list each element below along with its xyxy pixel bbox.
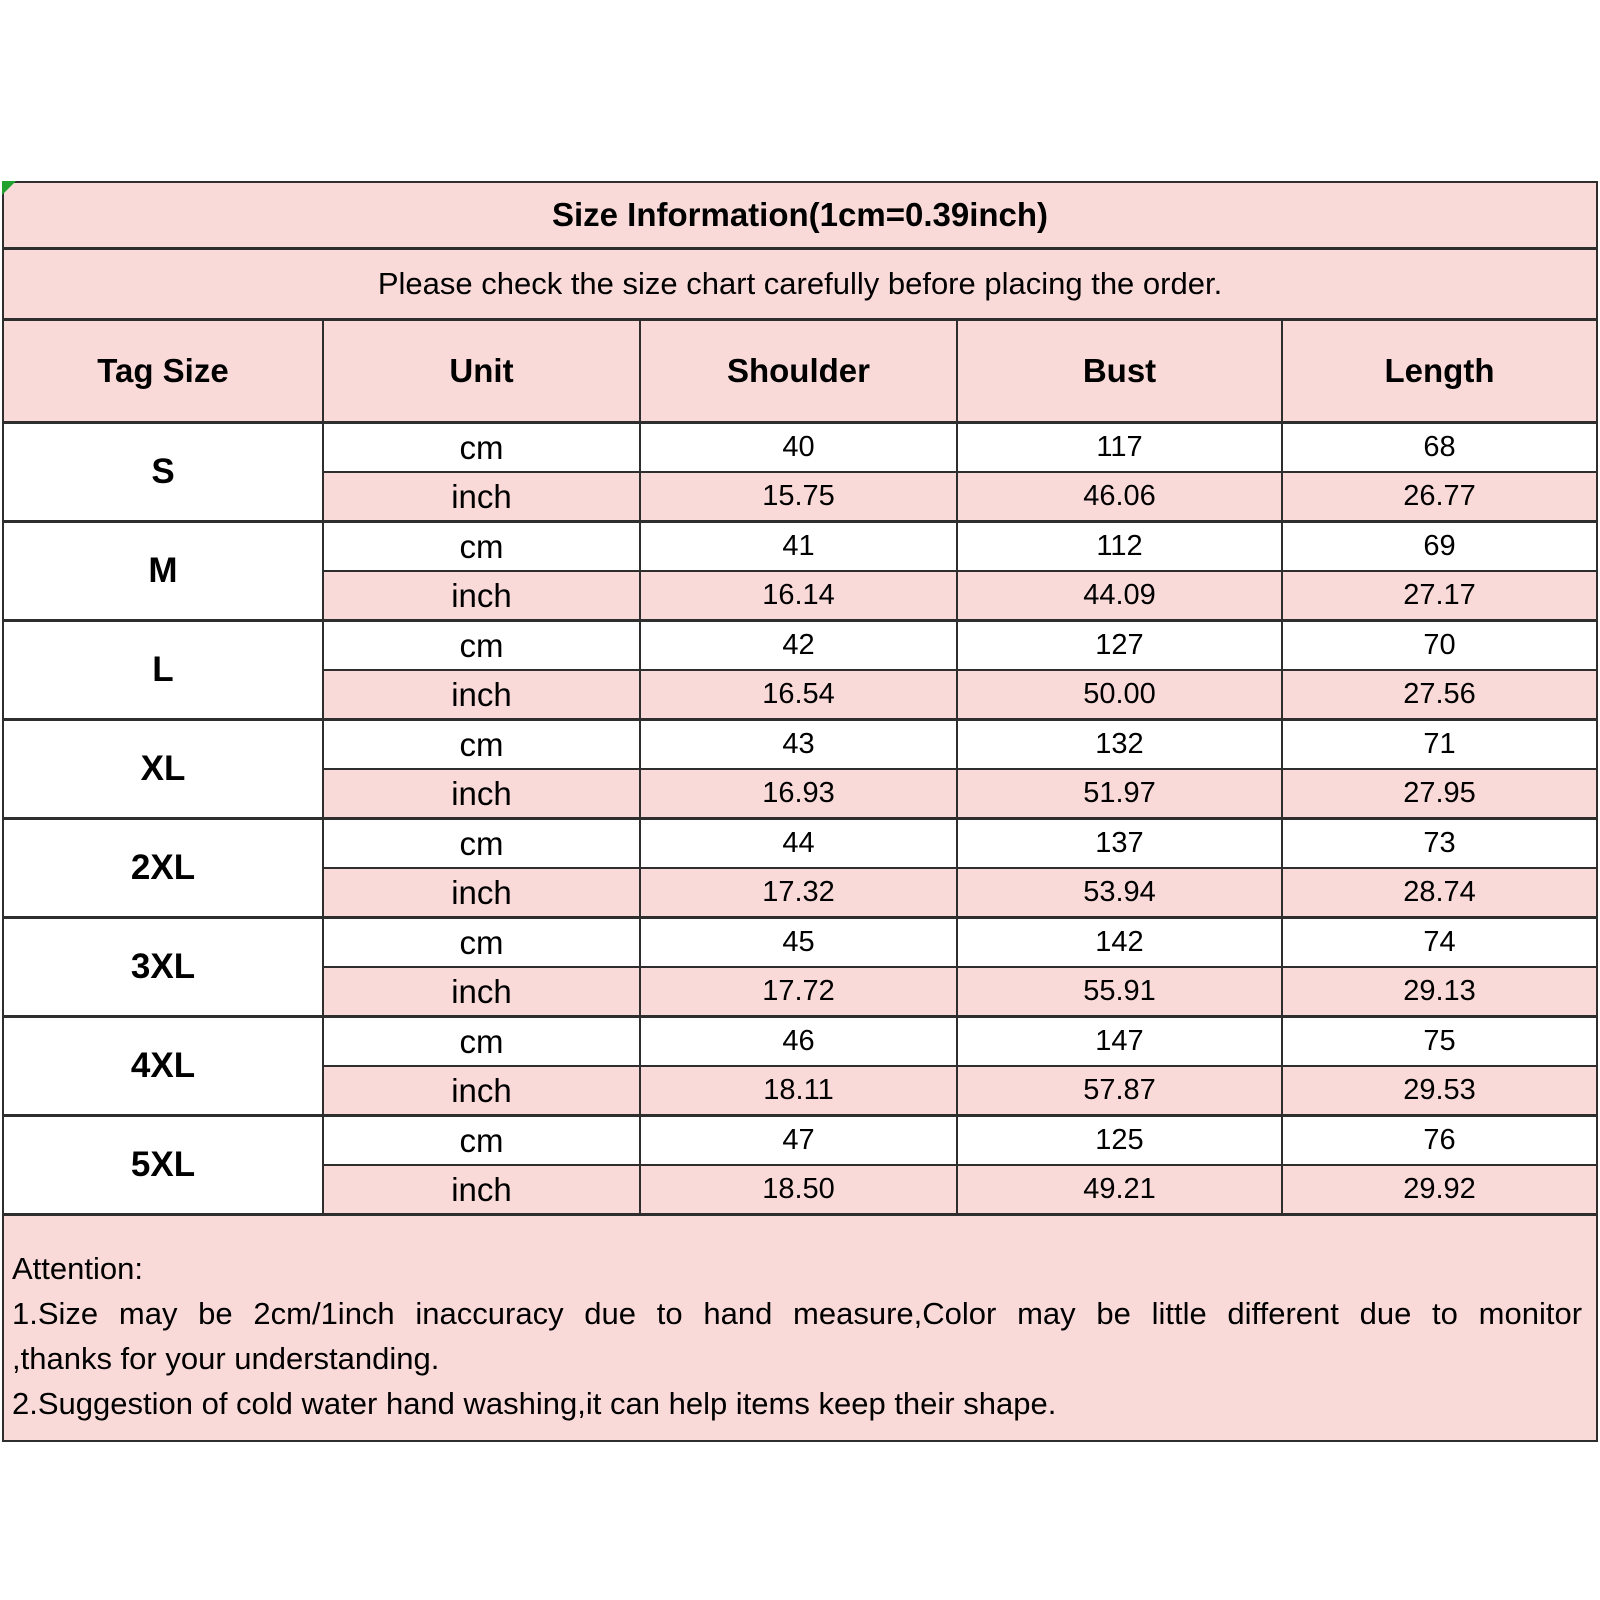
unit-label-inch: inch xyxy=(323,967,640,1017)
value-inch-1: 55.91 xyxy=(957,967,1282,1017)
unit-label-inch: inch xyxy=(323,1165,640,1215)
value-inch-2: 27.17 xyxy=(1282,571,1597,621)
unit-label-cm: cm xyxy=(323,720,640,770)
value-inch-2: 29.13 xyxy=(1282,967,1597,1017)
value-inch-1: 51.97 xyxy=(957,769,1282,819)
unit-label-inch: inch xyxy=(323,1066,640,1116)
value-cm-1: 125 xyxy=(957,1116,1282,1166)
value-cm-0: 44 xyxy=(640,819,957,869)
value-inch-1: 44.09 xyxy=(957,571,1282,621)
value-inch-2: 29.92 xyxy=(1282,1165,1597,1215)
value-inch-0: 17.72 xyxy=(640,967,957,1017)
size-row-cm xyxy=(3,522,1597,572)
attention-note-2: 2.Suggestion of cold water hand washing,it can help items keep their shape. xyxy=(12,1386,1057,1421)
value-cm-0: 46 xyxy=(640,1017,957,1067)
value-inch-1: 50.00 xyxy=(957,670,1282,720)
value-cm-1: 137 xyxy=(957,819,1282,869)
subtitle-row xyxy=(3,249,1597,320)
title-row xyxy=(3,182,1597,249)
value-cm-0: 43 xyxy=(640,720,957,770)
unit-label-cm: cm xyxy=(323,1017,640,1067)
attention-note xyxy=(3,1215,1597,1442)
value-inch-0: 16.54 xyxy=(640,670,957,720)
column-header-length: Length xyxy=(1282,320,1597,423)
size-table-body xyxy=(3,182,1597,1441)
unit-label-cm: cm xyxy=(323,621,640,671)
value-cm-0: 41 xyxy=(640,522,957,572)
size-tag: 3XL xyxy=(3,918,323,1017)
unit-label-inch: inch xyxy=(323,868,640,918)
size-row-cm xyxy=(3,1017,1597,1067)
size-tag: M xyxy=(3,522,323,621)
column-header-tag-size: Tag Size xyxy=(3,320,323,423)
size-row-cm xyxy=(3,1116,1597,1166)
unit-label-cm: cm xyxy=(323,819,640,869)
value-cm-0: 47 xyxy=(640,1116,957,1166)
value-cm-0: 40 xyxy=(640,423,957,473)
value-cm-2: 69 xyxy=(1282,522,1597,572)
unit-label-cm: cm xyxy=(323,918,640,968)
unit-label-cm: cm xyxy=(323,1116,640,1166)
value-inch-2: 27.56 xyxy=(1282,670,1597,720)
value-inch-0: 18.50 xyxy=(640,1165,957,1215)
attention-note-1-continued: ,thanks for your understanding. xyxy=(12,1341,440,1376)
table-title: Size Information(1cm=0.39inch) xyxy=(3,182,1597,249)
value-inch-2: 29.53 xyxy=(1282,1066,1597,1116)
value-inch-1: 46.06 xyxy=(957,472,1282,522)
table-subtitle: Please check the size chart carefully before placing the order. xyxy=(3,249,1597,320)
unit-label-inch: inch xyxy=(323,472,640,522)
unit-label-cm: cm xyxy=(323,522,640,572)
value-cm-0: 42 xyxy=(640,621,957,671)
value-cm-2: 75 xyxy=(1282,1017,1597,1067)
value-inch-2: 28.74 xyxy=(1282,868,1597,918)
unit-label-inch: inch xyxy=(323,769,640,819)
value-inch-0: 16.93 xyxy=(640,769,957,819)
value-cm-1: 127 xyxy=(957,621,1282,671)
value-cm-2: 73 xyxy=(1282,819,1597,869)
attention-note-1: 1.Size may be 2cm/1inch inaccuracy due to hand measure,Color may be little different due to monitor xyxy=(12,1296,1583,1331)
unit-label-inch: inch xyxy=(323,571,640,621)
column-header-bust: Bust xyxy=(957,320,1282,423)
value-cm-1: 112 xyxy=(957,522,1282,572)
attention-heading: Attention: xyxy=(12,1251,143,1286)
size-row-cm xyxy=(3,720,1597,770)
value-cm-1: 142 xyxy=(957,918,1282,968)
value-inch-0: 16.14 xyxy=(640,571,957,621)
value-inch-2: 27.95 xyxy=(1282,769,1597,819)
value-cm-2: 76 xyxy=(1282,1116,1597,1166)
value-cm-2: 71 xyxy=(1282,720,1597,770)
value-inch-1: 53.94 xyxy=(957,868,1282,918)
header-row xyxy=(3,320,1597,423)
value-cm-1: 147 xyxy=(957,1017,1282,1067)
value-inch-2: 26.77 xyxy=(1282,472,1597,522)
size-tag: XL xyxy=(3,720,323,819)
size-row-cm xyxy=(3,819,1597,869)
value-cm-1: 132 xyxy=(957,720,1282,770)
size-tag: S xyxy=(3,423,323,522)
size-row-cm xyxy=(3,423,1597,473)
value-inch-0: 17.32 xyxy=(640,868,957,918)
value-cm-2: 70 xyxy=(1282,621,1597,671)
size-tag: L xyxy=(3,621,323,720)
column-header-unit: Unit xyxy=(323,320,640,423)
green-corner-triangle-icon xyxy=(2,181,16,195)
value-inch-1: 49.21 xyxy=(957,1165,1282,1215)
column-header-shoulder: Shoulder xyxy=(640,320,957,423)
unit-label-cm: cm xyxy=(323,423,640,473)
value-inch-0: 15.75 xyxy=(640,472,957,522)
unit-label-inch: inch xyxy=(323,670,640,720)
size-row-cm xyxy=(3,621,1597,671)
value-cm-2: 74 xyxy=(1282,918,1597,968)
size-tag: 2XL xyxy=(3,819,323,918)
size-row-cm xyxy=(3,918,1597,968)
value-inch-0: 18.11 xyxy=(640,1066,957,1116)
value-cm-2: 68 xyxy=(1282,423,1597,473)
value-cm-1: 117 xyxy=(957,423,1282,473)
value-inch-1: 57.87 xyxy=(957,1066,1282,1116)
size-tag: 5XL xyxy=(3,1116,323,1215)
size-table xyxy=(2,181,1598,1442)
size-tag: 4XL xyxy=(3,1017,323,1116)
value-cm-0: 45 xyxy=(640,918,957,968)
size-chart-sheet xyxy=(2,181,1598,1442)
attention-row xyxy=(3,1215,1597,1442)
